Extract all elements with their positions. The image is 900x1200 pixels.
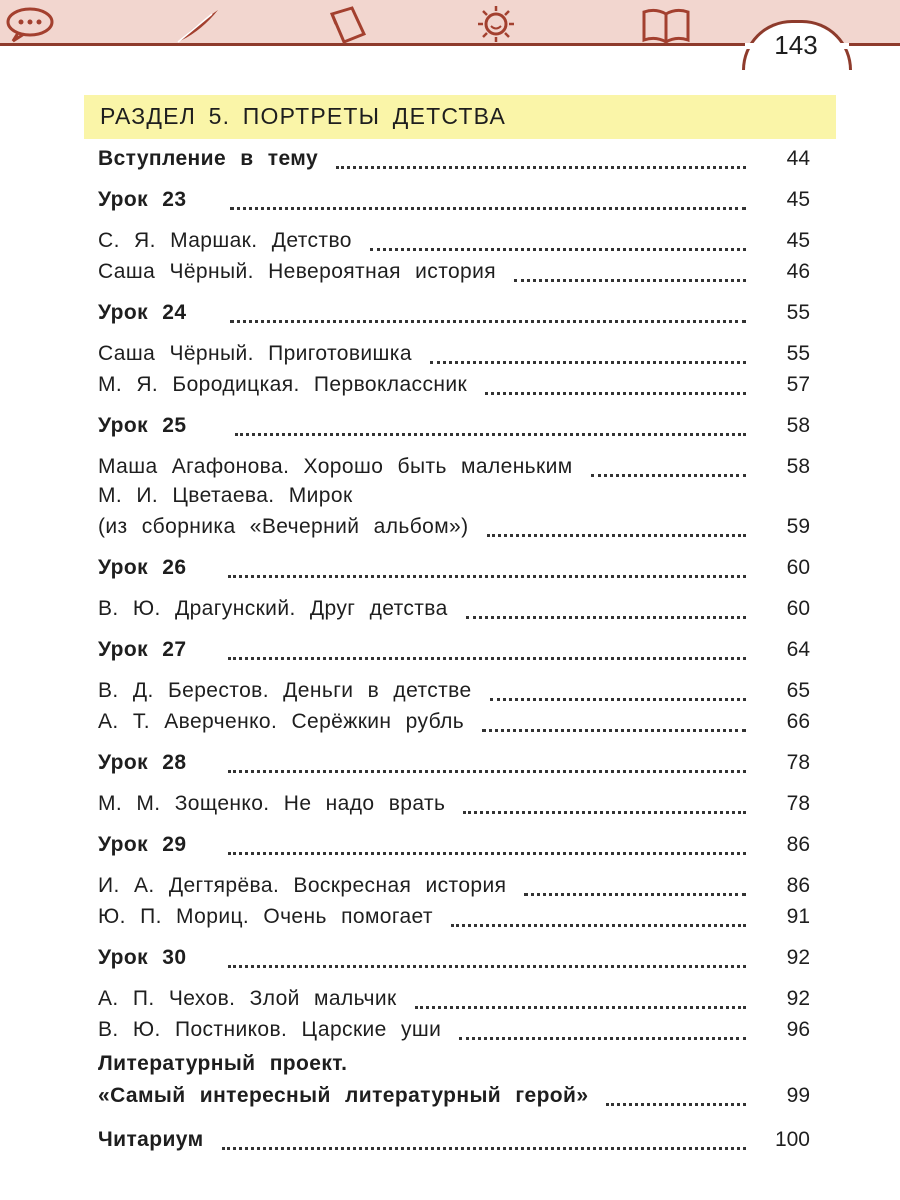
toc-leader-dots [228,657,746,660]
toc-label: Урок 25 [98,414,187,437]
toc-page-number: 91 [786,905,810,928]
toc-leader-dots [482,729,746,732]
toc-row [98,515,810,547]
toc-leader-dots [463,811,746,814]
toc-label: Маша Агафонова. Хорошо быть маленьким [98,455,573,478]
toc-row [98,1084,810,1116]
toc-leader-dots [490,698,746,701]
toc-label: Урок 30 [98,946,187,969]
toc-page-number: 45 [786,188,810,211]
section-title: РАЗДЕЛ 5. ПОРТРЕТЫ ДЕТСТВА [100,103,506,129]
toc-leader-dots [606,1103,746,1106]
toc-row [98,597,810,629]
toc-leader-dots [228,965,746,968]
toc-leader-dots [487,534,746,537]
toc-row [98,833,810,865]
toc-leader-dots [228,575,746,578]
speech-bubble-icon [4,4,56,44]
toc-page-number: 96 [786,1018,810,1041]
toc-page-number: 66 [786,710,810,733]
toc-row [98,342,810,374]
feather-icon [172,4,224,44]
toc-label: Урок 26 [98,556,187,579]
toc-leader-dots [459,1037,746,1040]
toc-leader-dots [228,852,746,855]
toc-row [98,874,810,906]
toc-label: М. М. Зощенко. Не надо врать [98,792,446,815]
toc-page-number: 64 [786,638,810,661]
toc-page-number: 58 [786,455,810,478]
toc-row [98,905,810,937]
toc-leader-dots [415,1006,746,1009]
toc-row [98,1018,810,1050]
toc-label: Ю. П. Мориц. Очень помогает [98,905,433,928]
toc-leader-dots [524,893,746,896]
book-icon [322,4,374,44]
toc-page-number: 92 [786,946,810,969]
toc-label: М. И. Цветаева. Мирок [98,484,353,507]
toc-leader-dots [591,474,746,477]
toc-page-number: 60 [786,597,810,620]
toc-label: Вступление в тему [98,147,319,170]
toc-label: А. Т. Аверченко. Серёжкин рубль [98,710,465,733]
toc-leader-dots [230,320,746,323]
toc-page-number: 86 [786,833,810,856]
toc-row [98,147,810,179]
toc-row [98,229,810,261]
toc-label: В. Ю. Драгунский. Друг детства [98,597,448,620]
toc-page-number: 59 [786,515,810,538]
open-book-icon [640,4,692,44]
toc-label: М. Я. Бородицкая. Первоклассник [98,373,468,396]
toc-page-number: 58 [786,414,810,437]
toc-leader-dots [336,166,746,169]
toc-row [98,751,810,783]
toc-label: Урок 23 [98,188,187,211]
toc-page-number: 57 [786,373,810,396]
toc-row [98,260,810,292]
toc-label: (из сборника «Вечерний альбом») [98,515,469,538]
toc-label: Саша Чёрный. Приготовишка [98,342,412,365]
toc-leader-dots [514,279,746,282]
toc-leader-dots [235,433,746,436]
toc-label: Читариум [98,1128,204,1151]
toc-row [98,301,810,333]
toc-label: А. П. Чехов. Злой мальчик [98,987,397,1010]
toc-leader-dots [451,924,746,927]
toc-leader-dots [230,207,746,210]
toc-leader-dots [370,248,746,251]
toc-leader-dots [430,361,746,364]
toc-page-number: 78 [786,751,810,774]
toc-label: «Самый интересный литературный герой» [98,1084,589,1107]
toc-row [98,638,810,670]
toc-row [98,484,810,516]
toc-leader-dots [485,392,746,395]
toc-page-number: 100 [774,1128,810,1151]
toc-row [98,710,810,742]
toc-page-number: 44 [786,147,810,170]
toc-label: И. А. Дегтярёва. Воскресная история [98,874,507,897]
toc-label: Урок 27 [98,638,187,661]
section-header [84,95,836,139]
toc-page-number: 86 [786,874,810,897]
toc-row [98,946,810,978]
toc-page-number: 60 [786,556,810,579]
toc-page-number: 65 [786,679,810,702]
page-number: 143 [774,30,818,60]
toc-page-number: 46 [786,260,810,283]
toc-label: В. Ю. Постников. Царские уши [98,1018,442,1041]
toc-leader-dots [222,1147,746,1150]
toc-page-number: 92 [786,987,810,1010]
toc-row [98,556,810,588]
toc-label: С. Я. Маршак. Детство [98,229,352,252]
toc-label: Урок 24 [98,301,187,324]
toc-label: Урок 29 [98,833,187,856]
toc-leader-dots [228,770,746,773]
toc-row [98,987,810,1019]
toc-page-number: 78 [786,792,810,815]
toc-row [98,792,810,824]
toc-page-number: 55 [786,342,810,365]
toc-label: Литературный проект. [98,1052,348,1075]
toc-leader-dots [466,616,746,619]
toc-row [98,1052,810,1084]
toc-row [98,188,810,220]
toc-page-number: 55 [786,301,810,324]
toc-label: В. Д. Берестов. Деньги в детстве [98,679,472,702]
toc-page-number: 99 [786,1084,810,1107]
toc-row [98,373,810,405]
toc-label: Урок 28 [98,751,187,774]
toc-row [98,1128,810,1160]
toc-row [98,455,810,487]
toc-row [98,679,810,711]
sun-icon [470,4,522,44]
toc-page-number: 45 [786,229,810,252]
toc-row [98,414,810,446]
toc-label: Саша Чёрный. Невероятная история [98,260,497,283]
